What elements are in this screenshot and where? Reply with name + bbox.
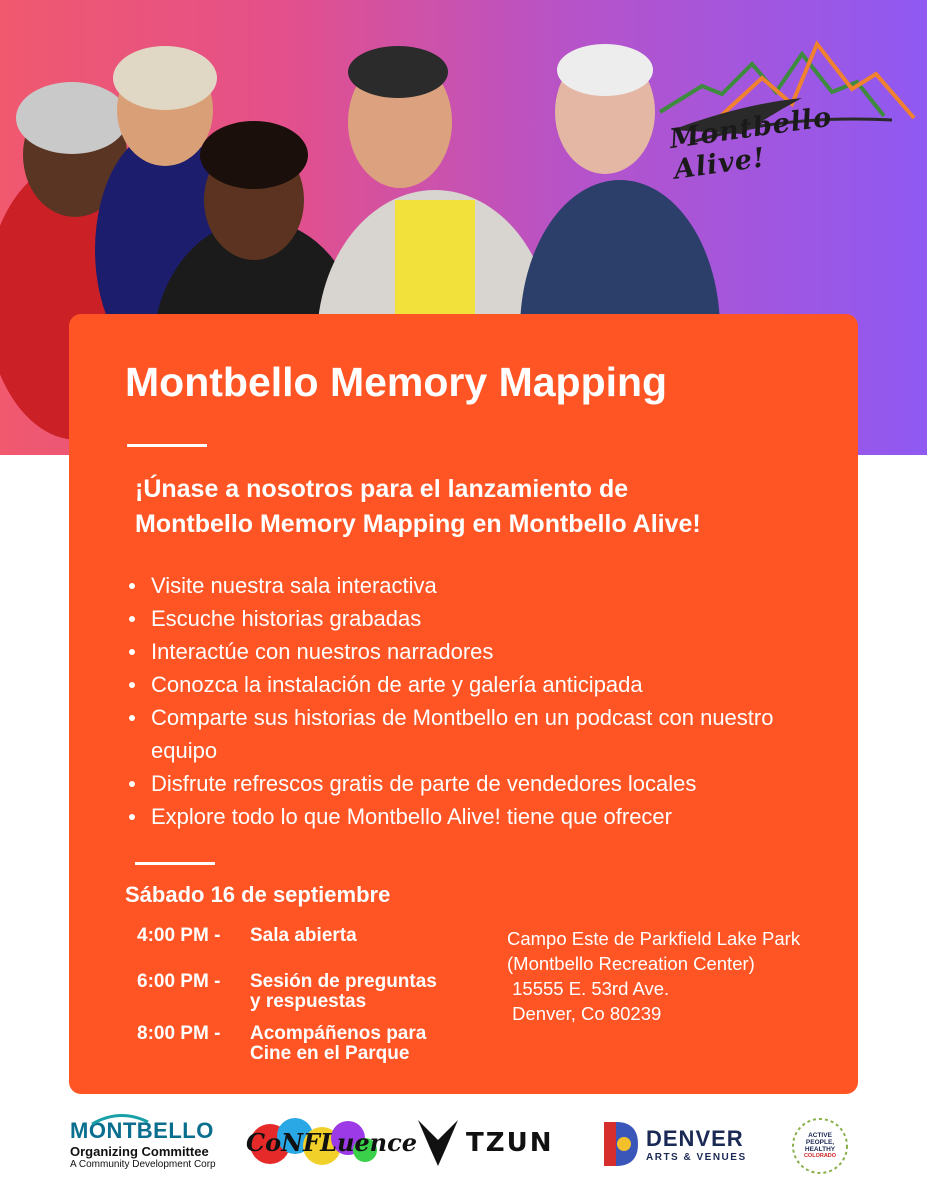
list-item: Conozca la instalación de arte y galería anticipada <box>127 668 827 701</box>
event-location <box>507 926 857 1026</box>
bullet-icon <box>129 715 135 721</box>
swoosh-icon <box>90 1112 150 1126</box>
confluence-logo: CoNFLuence <box>240 1110 380 1172</box>
location-line: 15555 E. 53rd Ave. <box>507 978 670 999</box>
bullet-icon <box>129 682 135 688</box>
date-divider <box>135 862 215 865</box>
activity-list <box>127 569 827 833</box>
active-people-healthy-colorado-logo: ACTIVE PEOPLE, HEALTHY COLORADO <box>790 1116 850 1176</box>
wing-helmet-icon <box>416 1118 460 1168</box>
bullet-icon <box>129 814 135 820</box>
denver-arts-venues-logo: DENVER ARTS & VENUES <box>604 1122 764 1172</box>
list-item: Visite nuestra sala interactiva <box>127 569 827 602</box>
sponsor-logos <box>0 1110 927 1190</box>
denver-d-icon <box>604 1122 638 1166</box>
montbello-alive-logo-text: Montbello Alive! <box>667 101 834 186</box>
bullet-icon <box>129 583 135 589</box>
event-card <box>69 314 858 1094</box>
list-item: Explore todo lo que Montbello Alive! tiene que ofrecer <box>127 800 827 833</box>
schedule-time: 8:00 PM - <box>137 1023 221 1044</box>
list-item: Disfrute refrescos gratis de parte de vendedores locales <box>127 767 827 800</box>
bullet-icon <box>129 616 135 622</box>
bullet-icon <box>129 781 135 787</box>
schedule-time: 4:00 PM - <box>137 925 221 946</box>
list-item: Interactúe con nuestros narradores <box>127 635 827 668</box>
subtitle-line-2: Montbello Memory Mapping en Montbello Alive! <box>135 509 701 538</box>
event-subtitle <box>135 472 835 541</box>
list-item: Comparte sus historias de Montbello en un podcast con nuestro equipo <box>127 701 827 767</box>
location-line: (Montbello Recreation Center) <box>507 953 755 974</box>
location-line: Denver, Co 80239 <box>507 1003 662 1024</box>
bullet-icon <box>129 649 135 655</box>
event-title: Montbello Memory Mapping <box>125 359 668 405</box>
subtitle-line-1: ¡Únase a nosotros para el lanzamiento de <box>135 475 629 503</box>
tzun-logo: TZUN <box>416 1118 556 1170</box>
title-divider <box>127 444 207 447</box>
location-line: Campo Este de Parkfield Lake Park <box>507 928 801 949</box>
schedule-label: Sesión de preguntas y respuestas <box>250 971 437 1012</box>
list-item: Escuche historias grabadas <box>127 602 827 635</box>
schedule-label: Sala abierta <box>250 925 357 946</box>
event-date: Sábado 16 de septiembre <box>125 882 391 907</box>
montbello-organizing-committee-logo: MONTBELLO Organizing Committee A Community Development Corp <box>70 1118 220 1170</box>
schedule-time: 6:00 PM - <box>137 971 221 992</box>
schedule-label: Acompáñenos para Cine en el Parque <box>250 1023 427 1064</box>
